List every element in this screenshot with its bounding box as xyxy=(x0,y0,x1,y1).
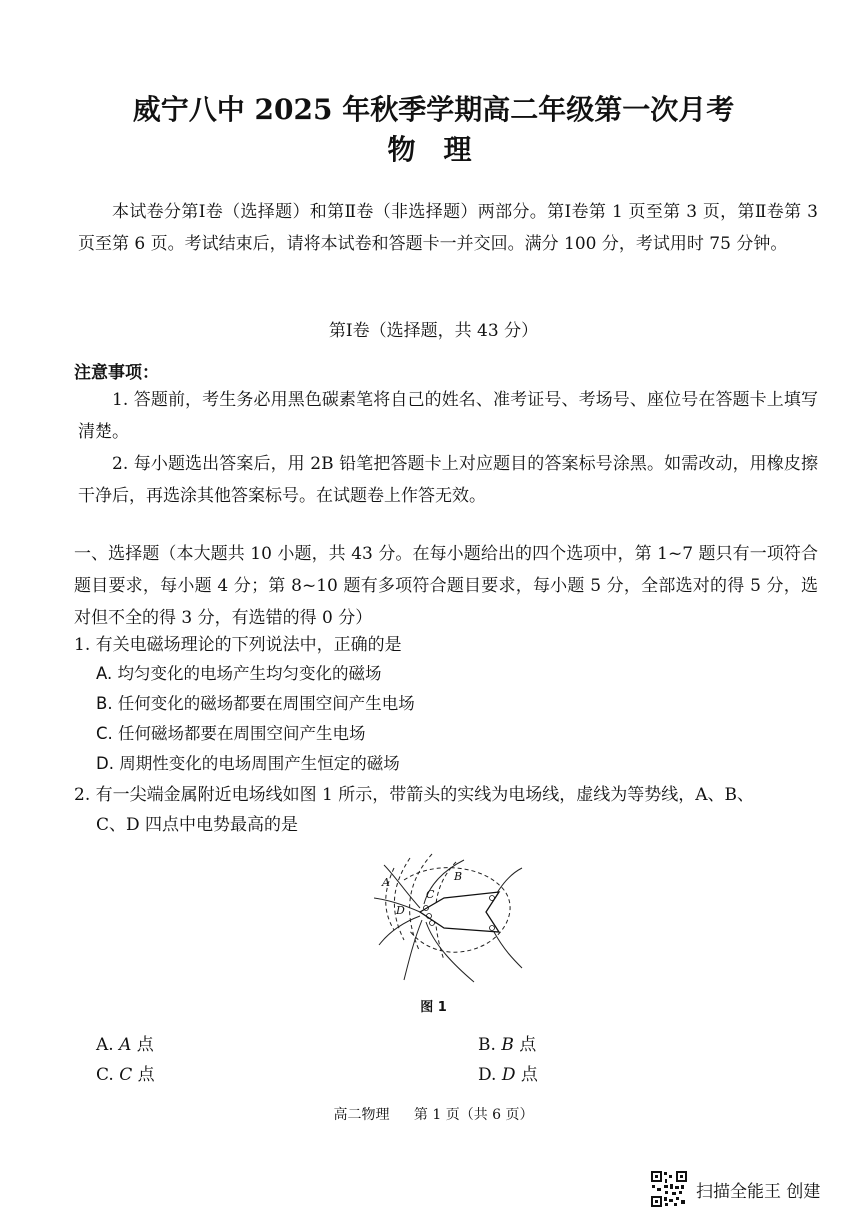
question-1-stem: 1. 有关电磁场理论的下列说法中，正确的是 xyxy=(74,635,402,655)
option-variable: B xyxy=(501,1035,514,1055)
question-1-option-d: D. 周期性变化的电场周围产生恒定的磁场 xyxy=(96,754,400,773)
figure-label-a: A xyxy=(382,876,390,889)
field-line xyxy=(494,932,522,968)
question-2-option-b xyxy=(478,1030,536,1055)
figure-caption: 图 1 xyxy=(420,1000,447,1015)
option-variable: D xyxy=(501,1065,516,1085)
option-suffix: 点 xyxy=(513,1035,537,1055)
notice-title: 注意事项： xyxy=(74,363,159,383)
question-2-stem xyxy=(74,780,818,840)
option-variable: C xyxy=(119,1065,133,1085)
scanner-text: 扫描全能王 创建 xyxy=(696,1181,821,1202)
notice-item-2: 2. 每小题选出答案后，用 2B 铅笔把答题卡上对应题目的答案标号涂黑。如需改动，用橡皮擦干净后，再选涂其他答案标号。在试题卷上作答无效。 xyxy=(78,454,818,506)
question-2-stem-line2: C、D 四点中电势最高的是 xyxy=(96,815,299,835)
figure-label-d: D xyxy=(396,904,405,917)
notice-item-1: 1. 答题前，考生务必用黑色碳素笔将自己的姓名、准考证号、考场号、座位号在答题卡上填写清楚。 xyxy=(78,390,818,442)
footer-course: 高二物理 xyxy=(333,1107,390,1123)
exam-title: 威宁八中 2025 年秋季学期高二年级第一次月考 xyxy=(132,93,735,126)
option-letter: B. xyxy=(478,1035,496,1055)
question-1-option-c: C. 任何磁场都要在周围空间产生电场 xyxy=(96,724,366,743)
option-suffix: 点 xyxy=(515,1065,538,1085)
question-1-option-a: A. 均匀变化的电场产生均匀变化的磁场 xyxy=(96,664,382,683)
option-letter: C. xyxy=(96,1065,114,1085)
part1-heading: 第Ⅰ卷（选择题，共 43 分） xyxy=(328,321,539,341)
scanner-watermark xyxy=(650,1170,820,1208)
question-2-option-a xyxy=(96,1030,154,1055)
equipotential-line xyxy=(410,854,432,950)
qr-code-icon xyxy=(650,1170,688,1208)
intro-paragraph: 本试卷分第Ⅰ卷（选择题）和第Ⅱ卷（非选择题）两部分。第Ⅰ卷第 1 页至第 3 页，第Ⅱ卷第 3 页至第 6 页。考试结束后，请将本试卷和答题卡一并交回。满分 100 分，考试用时 75 分钟。 xyxy=(78,202,818,254)
option-variable: A xyxy=(119,1035,132,1055)
question-2-option-d xyxy=(478,1060,538,1085)
option-letter: D. xyxy=(478,1065,497,1085)
electric-field-figure xyxy=(374,850,524,990)
figure-label-c: C xyxy=(426,888,435,901)
charge-marker xyxy=(430,921,435,926)
option-suffix: 点 xyxy=(131,1035,154,1055)
option-suffix: 点 xyxy=(132,1065,155,1085)
section1-heading: 一、选择题（本大题共 10 小题，共 43 分。在每小题给出的四个选项中，第 1~7 题只有一项符合题目要求，每小题 4 分；第 8~10 题有多项符合题目要求，每小题 5 分，全部选对的得 5 分，选对但不全的得 3 分，有选错的得 0 分） xyxy=(74,544,818,628)
option-letter: A. xyxy=(96,1035,114,1055)
page-footer xyxy=(0,1104,867,1124)
field-line xyxy=(404,920,422,980)
question-2-stem-line1: 2. 有一尖端金属附近电场线如图 1 所示，带箭头的实线为电场线，虚线为等势线，A、B、 xyxy=(74,785,755,805)
question-2-option-c xyxy=(96,1060,155,1085)
field-line xyxy=(379,916,420,945)
footer-page-number: 第 1 页（共 6 页） xyxy=(413,1107,534,1123)
subject-title: 物理 xyxy=(387,133,500,166)
question-1-option-b: B. 任何变化的磁场都要在周围空间产生电场 xyxy=(96,694,415,713)
figure-label-b: B xyxy=(454,870,463,883)
